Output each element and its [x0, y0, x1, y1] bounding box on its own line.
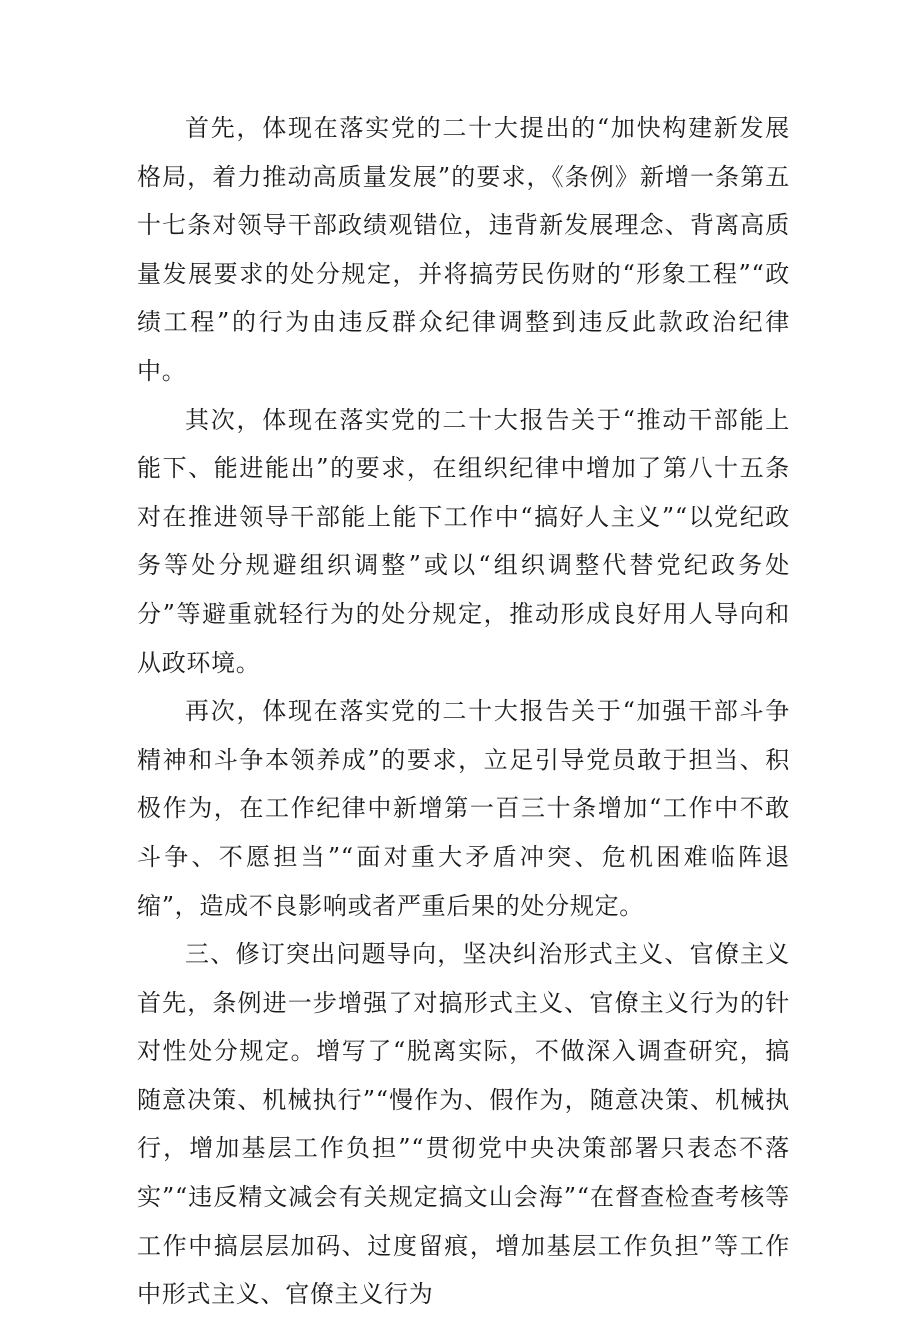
paragraph-third: 再次，体现在落实党的二十大报告关于“加强干部斗争精神和斗争本领养成”的要求，立足引导党员敢于担当、积极作为，在工作纪律中新增第一百三十条增加“工作中不敢斗争、不愿担当”“面对重大矛盾冲突、危机困难临阵退缩”，造成不良影响或者严重后果的处分规定。 [137, 697, 790, 920]
document-body [137, 104, 790, 1319]
paragraph-first: 首先，体现在落实党的二十大提出的“加快构建新发展格局，着力推动高质量发展”的要求，《条例》新增一条第五十七条对领导干部政绩观错位，违背新发展理念、背离高质量发展要求的处分规定，并将搞劳民伤财的“形象工程”“政绩工程”的行为由违反群众纪律调整到违反此款政治纪律中。 [137, 114, 790, 385]
paragraph-second: 其次，体现在落实党的二十大报告关于“推动干部能上能下、能进能出”的要求，在组织纪律中增加了第八十五条对在推进领导干部能上能下工作中“搞好人主义”“以党纪政务等处分规避组织调整”或以“组织调整代替党纪政务处分”等避重就轻行为的处分规定，推动形成良好用人导向和从政环境。 [137, 405, 790, 677]
paragraph-fourth: 三、修订突出问题导向，坚决纠治形式主义、官僚主义首先，条例进一步增强了对搞形式主义、官僚主义行为的针对性处分规定。增写了“脱离实际，不做深入调查研究，搞随意决策、机械执行”“慢作为、假作为，随意决策、机械执行，增加基层工作负担”“贯彻党中央决策部署只表态不落实”“违反精文减会有关规定搞文山会海”“在督查检查考核等工作中搞层层加码、过度留痕，增加基层工作负担”等工作中形式主义、官僚主义行为 [137, 940, 790, 1309]
